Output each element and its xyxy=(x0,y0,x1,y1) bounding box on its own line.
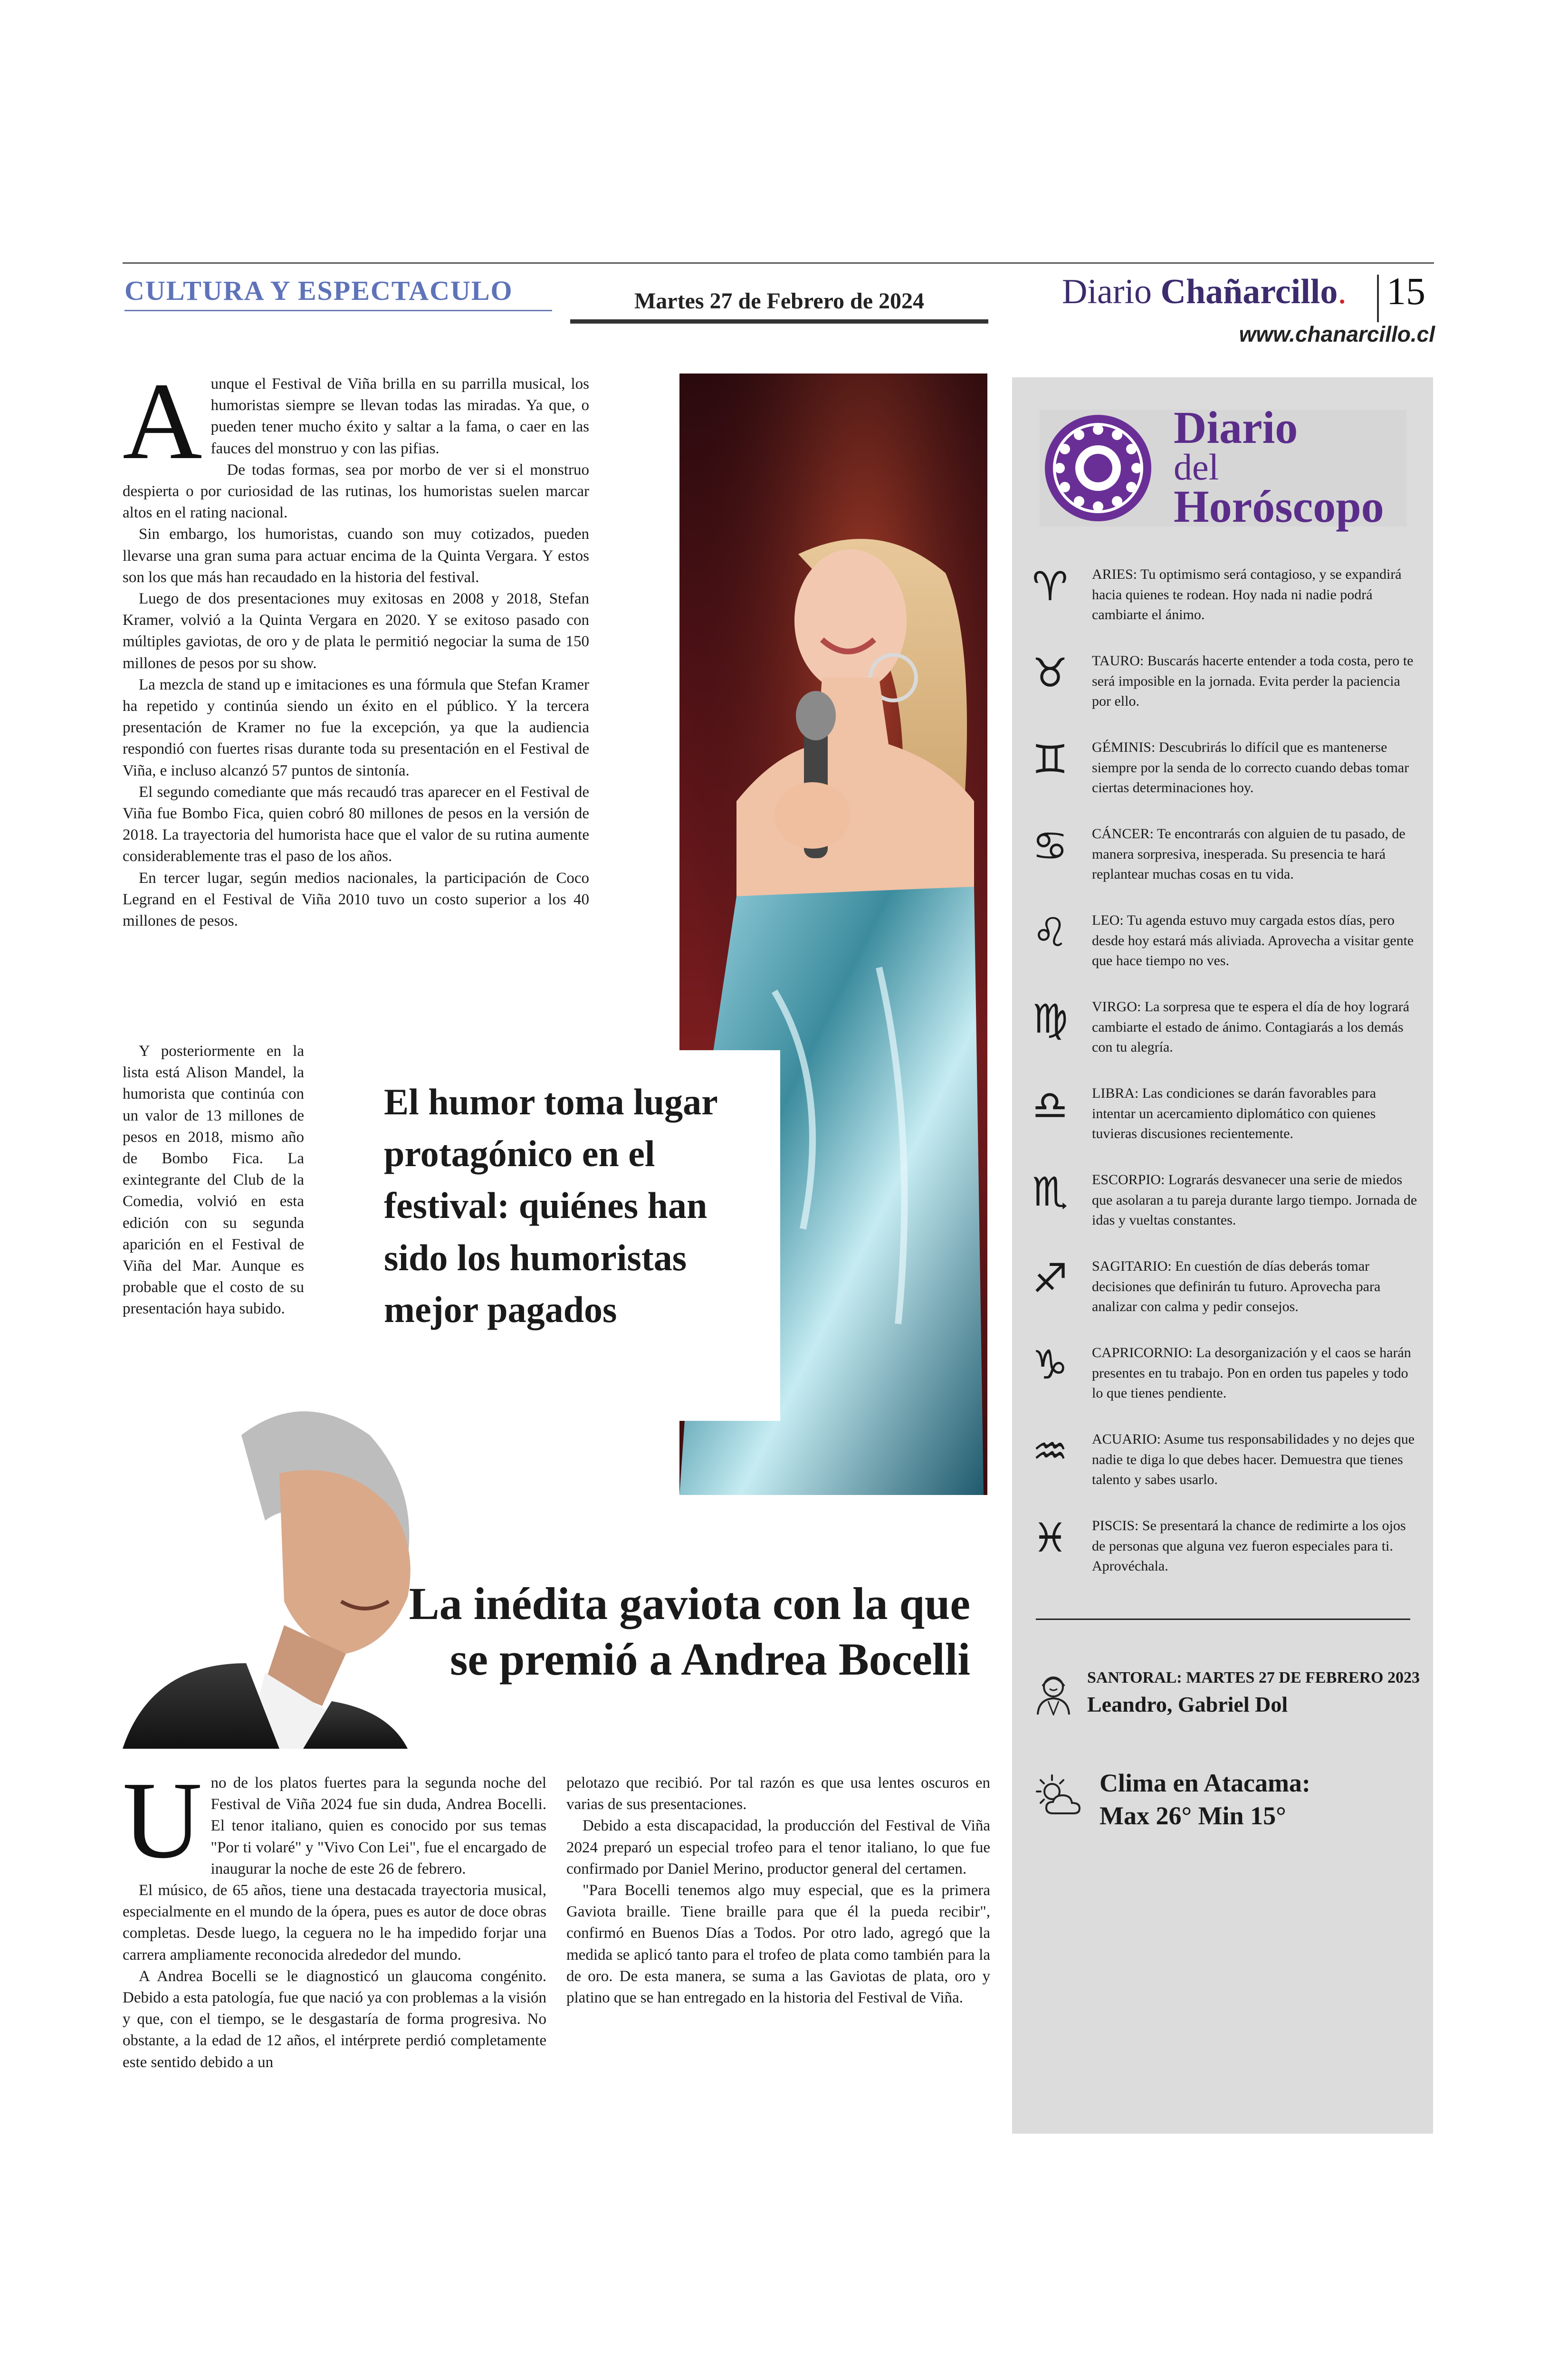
horoscope-text: LEO: Tu agenda estuvo muy cargada estos días, pero desde hoy estará más aliviada. Aprovecha a visitar gente que hace tiempo no ves. xyxy=(1092,912,1414,969)
leo-icon: ♌ xyxy=(1032,909,1068,956)
article1-paragraph: Luego de dos presentaciones muy exitosas en 2008 y 2018, Stefan Kramer, volvió a la Quinta Vergara en 2020. Y se exitoso pasado con múltiples gaviotas, de oro y de plata le permitió negociar la suma de 150 millones de pesos por su show. xyxy=(123,590,589,672)
horoscope-text: CAPRICORNIO: La desorganización y el caos se harán presentes en tu trabajo. Pon en orden tus papeles y todo lo que tienes pendiente. xyxy=(1092,1345,1411,1401)
article1-paragraph: De todas formas, sea por morbo de ver si el monstruo despierta o por curiosidad de las rutinas, los humoristas suelen marcar altos en el rating nacional. xyxy=(123,461,589,522)
weather-summary xyxy=(1100,1767,1310,1832)
horoscope-title-line3: Horóscopo xyxy=(1174,481,1384,532)
taurus-icon: ♉ xyxy=(1032,650,1068,696)
zodiac-wheel-icon xyxy=(1040,410,1157,527)
article1-dropcap: A xyxy=(123,374,202,482)
article1-paragraph: unque el Festival de Viña brilla en su parrilla musical, los humoristas siempre se llevan todas las miradas. Ya que, o pueden tener mucho éxito y saltar a la fama, o caer en las fauces del monstruo y con las pifias. xyxy=(210,375,589,457)
article2-column-1 xyxy=(123,1772,546,2143)
article2-paragraph: "Para Bocelli tenemos algo muy especial, que es la primera Gaviota braille. Tiene braille para que él la pueda recibir", confirmó en Buenos Días a Todos. Por otro lado, agregó que la medida se aplicó tanto para el trofeo de plata como también para la de oro. De esta manera, se suma a las Gaviotas de plata, oro y platino que se han entregado en la historia del Festival de Viña. xyxy=(566,1882,990,2007)
brand-separator xyxy=(1377,275,1379,322)
horoscope-text: CÁNCER: Te encontrarás con alguien de tu pasado, de manera sorpresiva, inesperada. Su presencia te hará replantear muchas cosas en tu vida. xyxy=(1092,826,1405,882)
article1-column xyxy=(123,374,589,1053)
andrea-bocelli-photo xyxy=(123,1378,431,1749)
horoscope-title-line1: Diario xyxy=(1174,402,1298,453)
partly-cloudy-icon xyxy=(1034,1772,1086,1820)
horoscope-text: ACUARIO: Asume tus responsabilidades y no dejes que nadie te diga lo que debes hacer. Demuestra que tienes talento y sabes usarlo. xyxy=(1092,1431,1415,1488)
date-underline xyxy=(570,319,988,324)
saint-icon xyxy=(1034,1673,1073,1715)
horoscope-entry-gemini xyxy=(1022,738,1424,823)
issue-date: Martes 27 de Febrero de 2024 xyxy=(634,288,925,314)
horoscope-text: SAGITARIO: En cuestión de días deberás tomar decisiones que definirán tu futuro. Aprovecha para analizar con calma y pedir consejos. xyxy=(1092,1258,1381,1315)
horoscope-text: ARIES: Tu optimismo será contagioso, y se expandirá hacia quienes te rodean. Hoy nada ni nadie podrá cambiarte el ánimo. xyxy=(1092,566,1402,623)
article2-headline: La inédita gaviota con la que se premió a Andrea Bocelli xyxy=(409,1578,970,1685)
virgo-icon: ♍ xyxy=(1032,996,1068,1042)
section-title: CULTURA Y ESPECTACULO xyxy=(124,275,513,306)
cancer-icon: ♋ xyxy=(1032,823,1068,869)
page-number: 15 xyxy=(1386,269,1425,313)
header-top-rule xyxy=(123,262,1434,264)
aries-icon: ♈ xyxy=(1032,563,1068,610)
horoscope-text: GÉMINIS: Descubrirás lo difícil que es mantenerse siempre por la senda de lo correcto cuando debas tomar ciertas determinaciones hoy. xyxy=(1092,739,1409,796)
section-underline xyxy=(124,310,552,311)
article2-column-2 xyxy=(566,1772,990,2143)
horoscope-entry-capricorn xyxy=(1022,1343,1424,1428)
horoscope-entry-aries xyxy=(1022,565,1424,650)
article1-paragraph: El segundo comediante que más recaudó tras aparecer en el Festival de Viña fue Bombo Fica, quien cobró 80 millones de pesos en la versión de 2018. La trayectoria del humorista hace que el valor de su rutina aumente considerablemente tras el paso de los años. xyxy=(123,783,589,865)
horoscope-title xyxy=(1174,402,1384,532)
horoscope-entry-virgo xyxy=(1022,997,1424,1083)
horoscope-entry-libra xyxy=(1022,1083,1424,1169)
article1-narrow-column xyxy=(123,1041,304,1335)
santoral-label: SANTORAL: MARTES 27 DE FEBRERO 2023 xyxy=(1087,1669,1420,1686)
horoscope-entry-leo xyxy=(1022,910,1424,996)
article1-paragraph: En tercer lugar, según medios nacionales, la participación de Coco Legrand en el Festival de Viña 2010 tuvo un costo superior a los 40 millones de pesos. xyxy=(123,869,589,930)
article1-paragraph: Y posteriormente en la lista está Alison Mandel, la humorista que continúa con un valor de 13 millones de pesos en 2018, mismo año de Bombo Fica. La exintegrante del Club de la Comedia, volvió en esta edición con su segunda aparición en el Festival de Viña del Mar. Aunque es probable que el costo de su presentación haya subido. xyxy=(123,1043,304,1318)
article1-headline: El humor toma lugar protagónico en el festival: quiénes han sido los humoristas mejor pagados xyxy=(384,1081,717,1330)
weather-temperatures: Max 26° Min 15° xyxy=(1100,1801,1286,1830)
sidebar-divider xyxy=(1036,1619,1410,1620)
horoscope-text: LIBRA: Las condiciones se darán favorables para intentar un acercamiento diplomático con quienes tuvieras discusiones recientemente. xyxy=(1092,1085,1377,1142)
horoscope-entry-sagittarius xyxy=(1022,1256,1424,1342)
sagittarius-icon: ♐ xyxy=(1032,1255,1068,1302)
santoral-names: Leandro, Gabriel Dol xyxy=(1087,1692,1288,1716)
horoscope-entry-aquarius xyxy=(1022,1429,1424,1515)
horoscope-entry-taurus xyxy=(1022,651,1424,737)
horoscope-title-line2: del xyxy=(1174,446,1219,488)
capricorn-icon: ♑ xyxy=(1032,1341,1068,1388)
horoscope-entry-scorpio xyxy=(1022,1170,1424,1255)
weather-title: Clima en Atacama: xyxy=(1100,1769,1310,1797)
libra-icon: ♎ xyxy=(1032,1082,1068,1129)
article2-paragraph: no de los platos fuertes para la segunda noche del Festival de Viña 2024 fue sin duda, Andrea Bocelli. El tenor italiano, quien es conocido por sus temas "Por ti volaré" y "Vivo Con Lei", fue el encargado de inaugurar la noche de este 26 de febrero. xyxy=(210,1774,546,1878)
scorpio-icon: ♏ xyxy=(1032,1169,1068,1215)
website-link[interactable]: www.chanarcillo.cl xyxy=(1239,322,1435,346)
article2-paragraph: pelotazo que recibió. Por tal razón es que usa lentes oscuros en varias de sus presentaciones. xyxy=(566,1774,990,1813)
article2-paragraph: Debido a esta discapacidad, la producción del Festival de Viña 2024 preparó un especial trofeo para el tenor italiano, lo que fue confirmado por Daniel Merino, productor general del certamen. xyxy=(566,1817,990,1878)
article1-paragraph: Sin embargo, los humoristas, cuando son muy cotizados, pueden llevarse una gran suma para actuar encima de la Quinta Vergara. Y estos son los que más han recaudado en la historia del festival. xyxy=(123,526,589,586)
gemini-icon: ♊ xyxy=(1032,736,1068,783)
newspaper-brand: Diario Chañarcillo. xyxy=(1062,272,1347,311)
pisces-icon: ♓ xyxy=(1032,1514,1068,1561)
article1-paragraph: La mezcla de stand up e imitaciones es una fórmula que Stefan Kramer ha repetido y continúa siendo un éxito en el público. Y la tercera presentación de Kramer no fue la excepción, ya que la audiencia respondió con fuertes risas durante toda su presentación en el Festival de Viña, e incluso alcanzó 57 puntos de sintonía. xyxy=(123,676,589,779)
horoscope-entry-pisces xyxy=(1022,1516,1424,1601)
aquarius-icon: ♒ xyxy=(1032,1428,1068,1475)
article2-paragraph: El músico, de 65 años, tiene una destacada trayectoria musical, especialmente en el mundo de la ópera, pues es autor de doce obras completas. Desde luego, la ceguera no le ha impedido forjar una carrera ampliamente reconocida alrededor del mundo. xyxy=(123,1882,546,1964)
horoscope-entry-cancer xyxy=(1022,824,1424,910)
article2-paragraph: A Andrea Bocelli se le diagnosticó un glaucoma congénito. Debido a esta patología, fue que nació ya con problemas a la visión y que, con el tiempo, se le desgastaría de forma progresiva. No obstante, a la edad de 12 años, el intérprete perdió completamente este sentido debido a un xyxy=(123,1967,546,2071)
article2-dropcap: U xyxy=(123,1772,202,1881)
horoscope-text: ESCORPIO: Lograrás desvanecer una serie de miedos que asolaran a tu pareja durante largo tiempo. Jornada de idas y vueltas constantes. xyxy=(1092,1172,1417,1228)
horoscope-text: VIRGO: La sorpresa que te espera el día de hoy logrará cambiarte el estado de ánimo. Contagiarás a los demás con tu alegría. xyxy=(1092,999,1410,1055)
horoscope-text: TAURO: Buscarás hacerte entender a toda costa, pero te será imposible en la jornada. Evita perder la paciencia por ello. xyxy=(1092,653,1414,709)
horoscope-text: PISCIS: Se presentará la chance de redimirte a los ojos de personas que alguna vez fueron especiales para ti. Aprovéchala. xyxy=(1092,1518,1406,1574)
